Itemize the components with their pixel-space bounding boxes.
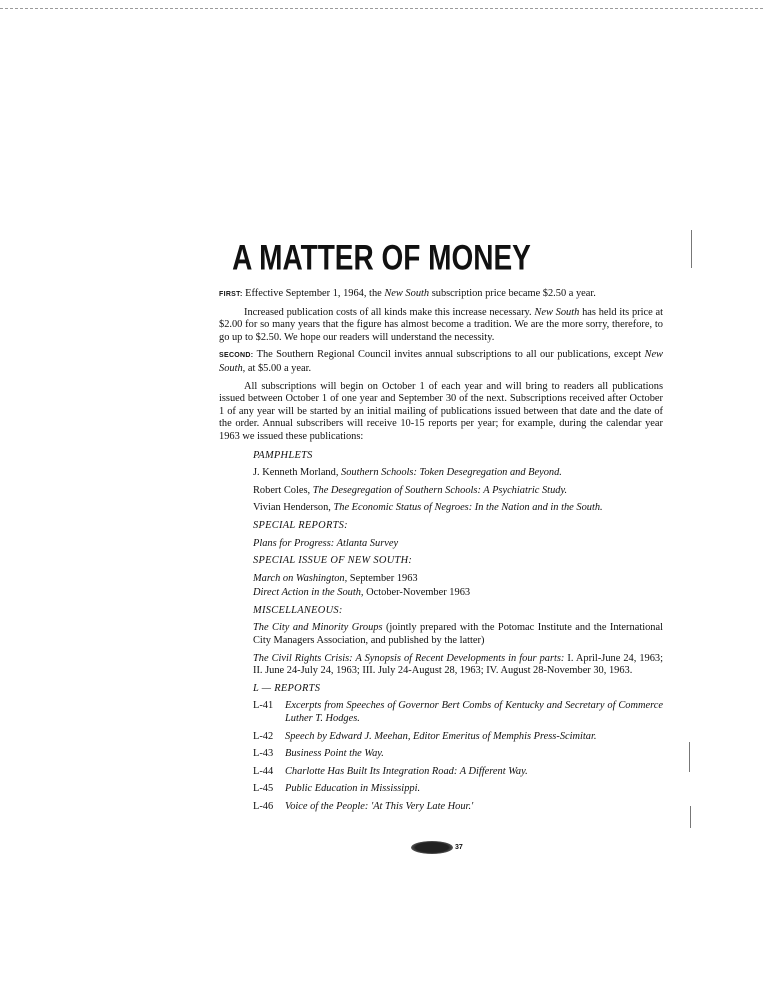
text: Effective September 1, 1964, the (242, 288, 385, 299)
report-code: L-42 (253, 730, 274, 742)
list-item (253, 485, 663, 498)
page-number: 37 (455, 844, 463, 851)
text: has held its price at $2.00 for so many years that the figure has almost become a tradition. We are the more sorry, therefore, to go up to $2.50. We hope our readers will understand the necessity. (219, 306, 663, 343)
publisher-logo-icon (411, 841, 453, 854)
list-item (253, 700, 663, 725)
top-edge-line (0, 8, 763, 9)
item-title: The Civil Rights Crisis: A Synopsis of Recent Developments in four parts: (253, 652, 565, 664)
section-heading-l-reports: L — REPORTS (253, 682, 321, 694)
paragraph-second (219, 349, 663, 375)
list-item (253, 653, 663, 678)
report-code: L-44 (253, 765, 274, 777)
section-heading-miscellaneous: MISCELLANEOUS: (253, 604, 343, 616)
item-title: Charlotte Has Built Its Integration Road: A Different Way. (285, 765, 528, 777)
list-item (253, 467, 663, 480)
report-code: L-46 (253, 801, 274, 812)
footer (411, 841, 463, 854)
list-item (253, 801, 663, 814)
author: J. Kenneth Morland, (253, 467, 342, 479)
section-heading-pamphlets: PAMPHLETS (253, 449, 313, 461)
item-title: Business Point the Way. (285, 748, 384, 760)
section-heading-special-issue: SPECIAL ISSUE OF NEW SOUTH: (253, 555, 413, 567)
publication-name: New South (534, 306, 580, 318)
list-item (253, 587, 663, 600)
list-item (253, 766, 663, 779)
article-body (219, 288, 663, 819)
page-title: A MATTER OF MONEY (232, 238, 531, 277)
list-item (253, 538, 663, 551)
paragraph-first (219, 288, 663, 302)
list-item (253, 622, 663, 647)
item-note: (jointly prepared with the Potomac Institute and the International City Managers Association, and published by the latter) (253, 622, 663, 647)
item-title: Voice of the People: 'At This Very Late Hour.' (285, 801, 474, 812)
publication-list (253, 450, 663, 814)
margin-mark (689, 742, 690, 772)
list-item (253, 573, 663, 586)
lead-label: SECOND: (219, 352, 254, 360)
report-code: L-41 (253, 700, 274, 712)
text: at $5.00 a year. (245, 362, 312, 374)
paragraph-subscriptions: All subscriptions will begin on October 1 of each year and will bring to readers all publications issued between October 1 of one year and September 30 of the next. Subscriptions received after October 1 of any year will be started by an initial mailing of publications issued between that date and the date of the order. Annual subscribers will receive 10-15 reports per year; for example, during the calendar year 1963 we issued these publications: (219, 380, 663, 442)
item-title: Direct Action in the South, (253, 587, 364, 599)
item-note: I. April-June 24, 1963; II. June 24-July 24, 1963; III. July 24-August 28, 1963; IV. August 28-November 30, 1963. (253, 652, 663, 677)
item-title: The Desegregation of Southern Schools: A Psychiatric Study. (312, 484, 568, 496)
paragraph-increase (219, 307, 663, 345)
item-title: Plans for Progress: Atlanta Survey (253, 537, 399, 549)
publication-name: New South (384, 288, 430, 299)
text: Increased publication costs of all kinds make this increase necessary. (244, 306, 535, 318)
report-code: L-45 (253, 783, 274, 795)
item-date: September 1963 (347, 572, 418, 584)
list-item (253, 783, 663, 796)
lead-label: FIRST: (219, 291, 243, 298)
item-title: Southern Schools: Token Desegregation and Beyond. (341, 467, 562, 479)
item-title: Public Education in Mississippi. (285, 783, 421, 795)
publication-name: New South, (219, 349, 663, 374)
item-date: October-November 1963 (363, 587, 471, 599)
item-title: March on Washington, (253, 572, 348, 584)
margin-mark (690, 806, 691, 828)
report-code: L-43 (253, 748, 274, 760)
list-item (253, 748, 663, 761)
list-item (253, 502, 663, 515)
author: Robert Coles, (253, 484, 313, 496)
item-title: Speech by Edward J. Meehan, Editor Emeritus of Memphis Press-Scimitar. (285, 730, 597, 742)
list-item (253, 731, 663, 744)
item-title: The City and Minority Groups (253, 622, 383, 634)
text: The Southern Regional Council invites annual subscriptions to all our publications, except (253, 349, 645, 361)
section-heading-special-reports: SPECIAL REPORTS: (253, 519, 348, 531)
item-title: The Economic Status of Negroes: In the Nation and in the South. (333, 502, 603, 514)
text: subscription price became $2.50 a year. (429, 288, 596, 299)
item-title: Excerpts from Speeches of Governor Bert Combs of Kentucky and Secretary of Commerce Luther T. Hodges. (285, 700, 663, 725)
author: Vivian Henderson, (253, 502, 334, 514)
